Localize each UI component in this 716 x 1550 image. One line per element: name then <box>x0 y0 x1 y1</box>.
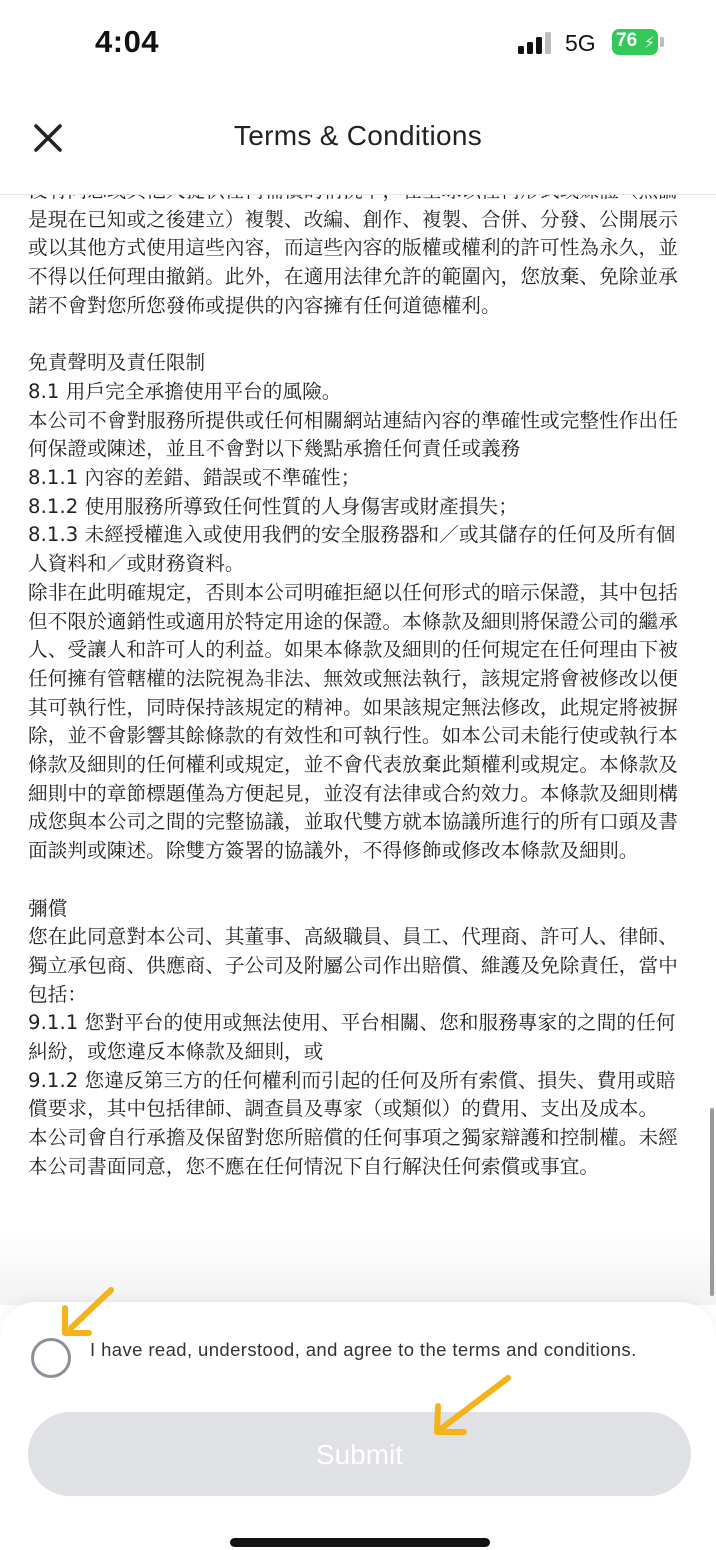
battery-level: 76 <box>616 30 638 51</box>
status-time: 4:04 <box>95 24 160 59</box>
network-type: 5G <box>565 30 596 56</box>
annotation-arrow-icon <box>428 1370 518 1440</box>
agree-label[interactable]: I have read, understood, and agree to the terms and conditions. <box>90 1339 637 1360</box>
annotation-arrow-icon <box>55 1282 120 1342</box>
battery-tip <box>660 37 664 47</box>
header <box>0 84 716 195</box>
terms-section-disclaimer: 免責聲明及責任限制 8.1 用戶完全承擔使用平台的風險。 本公司不會對服務所提供或任何相關網站連結內容的準確性或完整性作出任何保證或陳述，並且不會對以下幾點承擔任何責任或義務 8.1.1 內容的差錯、錯誤或不準確性； 8.1.2 使用服務所導致任何性質的人身傷害或財產損失； 8.1.3 未經授權進入或使用我們的安全服務器和／或其儲存的任何及所有個人資料和／或財務資料。 除非在此明確規定，否則本公司明確拒絕以任何形式的暗示保證，其中包括但不限於適銷性或適用於特定用途的保證。本條款及細則將保證公司的繼承人、受讓人和許可人的利益。如果本條款及細則的任何規定在任何理由下被任何擁有管轄權的法院視為非法、無效或無法執行，該規定將會被修改以便其可執行性，同時保持該規定的精神。如果該規定無法修改，此規定將被摒除，並不會影響其餘條款的有效性和可執行性。如本公司未能行使或執行本條款及細則的任何權利或規定，並不會代表放棄此類權利或規定。本條款及細則中的章節標題僅為方便起見，並沒有法律或合約效力。本條款及細則構成您與本公司之間的完整協議，並取代雙方就本協議所進行的所有口頭及書面談判或陳述。除雙方簽署的協議外，不得修飾或修改本條款及細則。 <box>28 351 678 863</box>
terms-content[interactable] <box>0 194 716 1302</box>
status-bar <box>0 0 716 84</box>
scrollbar[interactable] <box>710 1108 714 1296</box>
submit-button[interactable]: Submit <box>28 1412 691 1496</box>
terms-text-container <box>28 177 690 1182</box>
terms-section-indemnity: 彌償 您在此同意對本公司、其董事、高級職員、員工、代理商、許可人、律師、獨立承包商、供應商、子公司及附屬公司作出賠償、維護及免除責任，當中包括： 9.1.1 您對平台的使用或無法使用、平台相關、您和服務專家的之間的任何糾紛，或您違反本條款及細則，或 9.1.2 您違反第三方的任何權利而引起的任何及所有索償、損失、費用或賠償要求，其中包括律師、調查員及專家（或類似）的費用、支出及成本。 本公司會自行承擔及保留對您所賠償的任何事項之獨家辯護和控制權。未經本公司書面同意，您不應在任何情況下自行解決任何索償或事宜。 <box>28 896 678 1178</box>
agree-checkbox[interactable] <box>31 1338 71 1378</box>
battery-icon <box>612 29 658 55</box>
home-indicator <box>230 1538 490 1547</box>
page-title: Terms & Conditions <box>233 120 483 151</box>
signal-icon <box>518 32 554 54</box>
terms-paragraph-content-rights: 是現在已知或之後建立）複製、改編、創作、複製、合併、分發、公開展示或以其他方式使用這些內容，而這些內容的版權或權利的許可性為永久，並不得以任何理由撤銷。此外，在適用法律允許的範圍內，您放棄、免除並承諾不會對您所您發佈或提供的內容擁有任何道德權利。 <box>28 207 678 317</box>
charging-icon: ⚡ <box>643 33 655 52</box>
